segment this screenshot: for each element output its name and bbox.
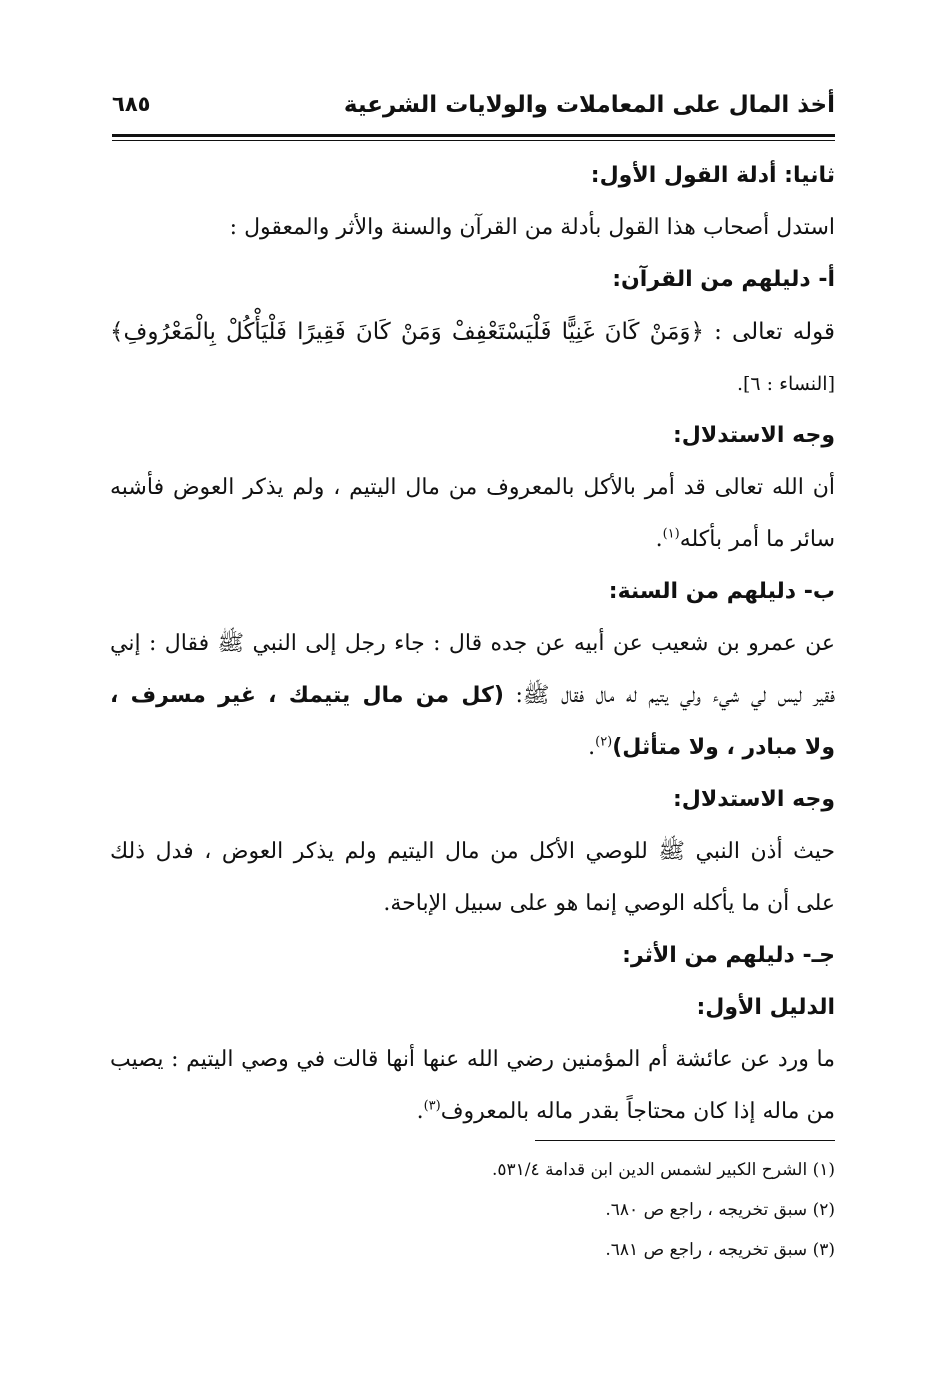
footnote: (٢) سبق تخريجه ، راجع ص ٦٨٠. (605, 1200, 835, 1220)
paragraph-line: ما ورد عن عائشة أم المؤمنين رضي الله عنها أنها قالت في وصي اليتيم : يصيب (110, 1047, 835, 1072)
footnote: (١) الشرح الكبير لشمس الدين ابن قدامة ٥٣١/٤. (492, 1160, 835, 1180)
footnotes (112, 1150, 835, 1270)
subsection-heading: ب- دليلهم من السنة: (608, 579, 835, 604)
paragraph-line (110, 514, 835, 566)
quran-verse: قوله تعالى : ﴿وَمَنْ كَانَ غَنِيًّا فَلْيَسْتَعْفِفْ وَمَنْ كَانَ فَقِيرًا فَلْيَأْكُلْ بِالْمَعْرُوفِ﴾ (110, 319, 835, 345)
running-title: أخذ المال على المعاملات والولايات الشرعية (343, 92, 835, 118)
footnote-ref: (٣) (423, 1098, 441, 1114)
line-text: فقير ليس لي شيء ولي يتيم له مال فقال ﷺ: (503, 683, 835, 708)
paragraph-line: أن الله تعالى قد أمر بالأكل بالمعروف من مال اليتيم ، ولم يذكر العوض فأشبه (110, 475, 835, 500)
hadith-text: ولا مبادر ، ولا متأثل) (612, 735, 835, 760)
subsection-heading: أ- دليلهم من القرآن: (612, 267, 835, 292)
body-text (110, 150, 835, 1138)
header-rule-thick (112, 134, 835, 137)
subsection-heading: جـ- دليلهم من الأثر: (622, 943, 835, 968)
line-end: . (588, 735, 596, 760)
footnote-ref: (١) (662, 526, 680, 542)
running-header (112, 88, 835, 128)
paragraph-line: حيث أذن النبي ﷺ للوصي الأكل من مال اليتيم ولم يذكر العوض ، فدل ذلك (110, 839, 835, 864)
header-rule-thin (112, 140, 835, 141)
paragraph-line (110, 722, 835, 774)
paragraph-line: على أن ما يأكله الوصي إنما هو على سبيل الإباحة. (383, 891, 835, 916)
subsection-heading: الدليل الأول: (696, 995, 835, 1020)
paragraph-line: استدل أصحاب هذا القول بأدلة من القرآن والسنة والأثر والمعقول : (229, 215, 835, 240)
subsection-heading: وجه الاستدلال: (672, 423, 835, 448)
quran-reference: [النساء : ٦]. (736, 373, 835, 395)
footnote-separator (535, 1140, 835, 1141)
paragraph-line (110, 670, 835, 722)
paragraph-line (110, 1086, 835, 1138)
footnote-ref: (٢) (595, 734, 613, 750)
section-heading: ثانيا: أدلة القول الأول: (590, 163, 835, 188)
line-text: سائر ما أمر بأكله (679, 527, 835, 552)
line-text: من ماله إذا كان محتاجاً بقدر ماله بالمعروف (440, 1099, 835, 1124)
line-end: . (655, 527, 663, 552)
line-end: . (416, 1099, 424, 1124)
subsection-heading: وجه الاستدلال: (672, 787, 835, 812)
paragraph-line: عن عمرو بن شعيب عن أبيه عن جده قال : جاء رجل إلى النبي ﷺ فقال : إني (110, 631, 835, 656)
footnote: (٣) سبق تخريجه ، راجع ص ٦٨١. (605, 1240, 835, 1260)
page-number: ٦٨٥ (112, 92, 151, 116)
hadith-text: (كل من مال يتيمك ، غير مسرف ، (110, 683, 504, 708)
